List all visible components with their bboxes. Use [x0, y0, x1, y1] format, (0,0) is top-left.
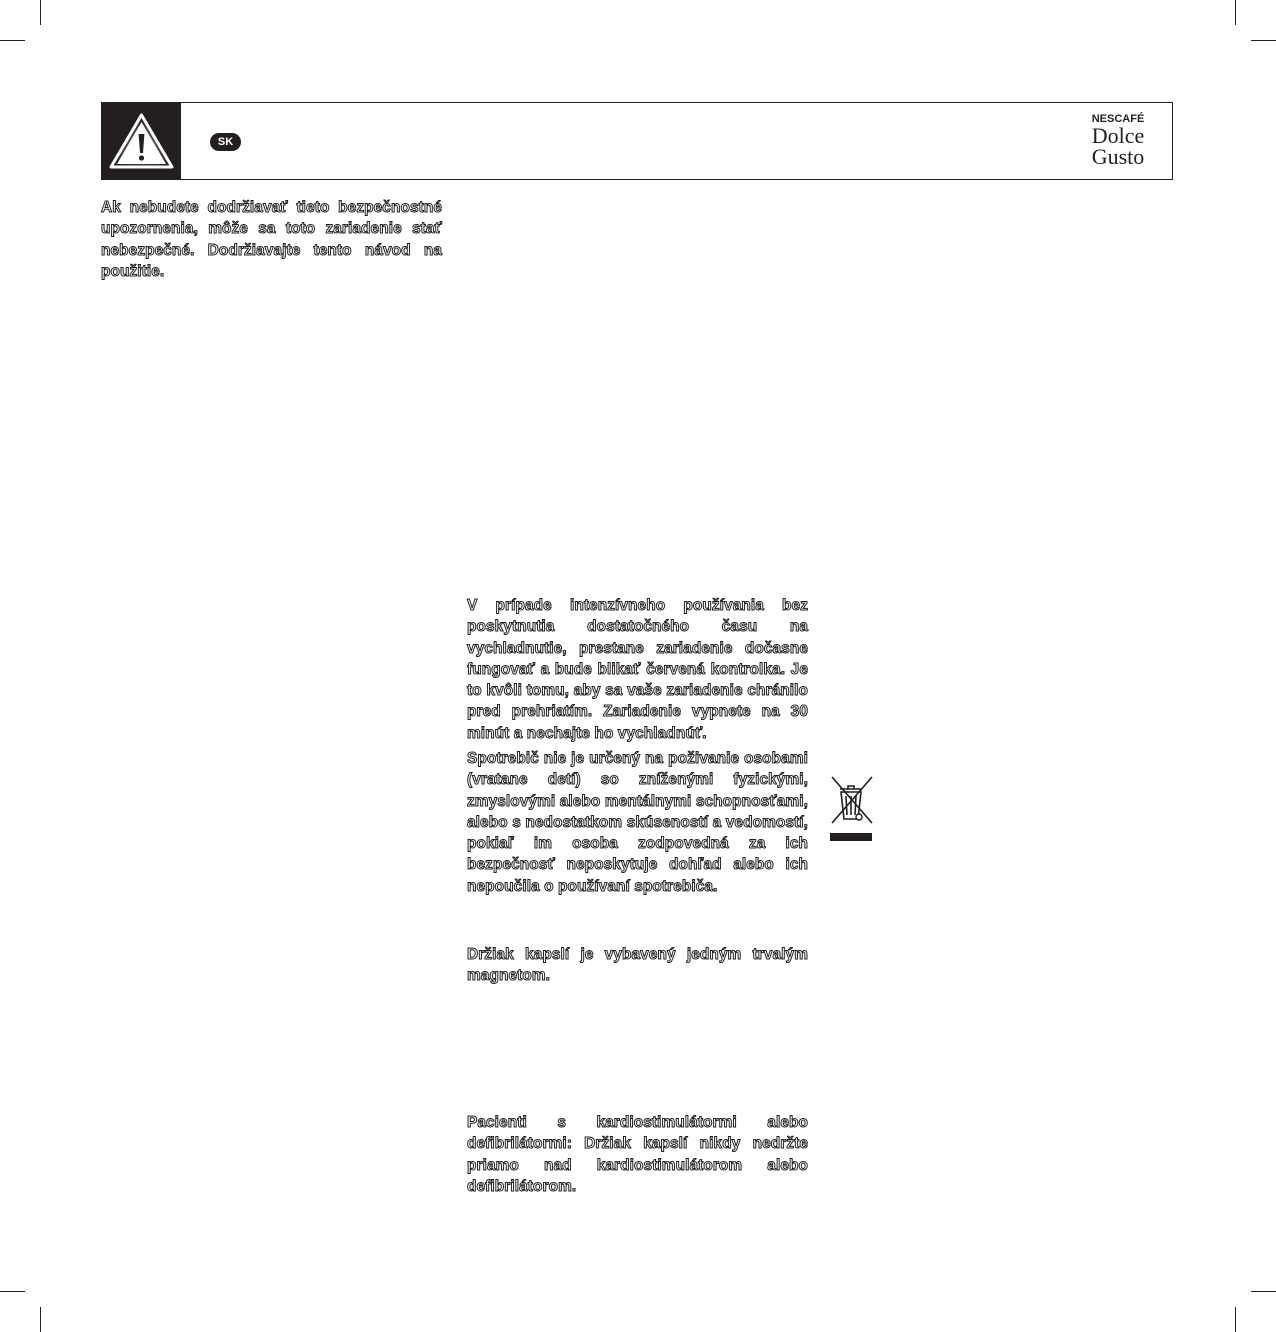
crop-mark: [0, 1291, 25, 1292]
crop-mark: [1251, 40, 1276, 41]
crop-mark: [1235, 1307, 1236, 1332]
overheat-notice-text: V prípade intenzívneho používania bez poskytnutia dostatočného času na vychladnutie, prestane zariadenie dočasne fungovať a bude blikať červená kontrolka. Je to kvôli tomu, aby sa vaše zariadenie chránilo pred prehriatím. Zariadenie vypnete na 30 minút a nechajte ho vychladnúť.: [467, 597, 808, 742]
crop-mark: [0, 40, 25, 41]
logo-line-1: Dolce: [1091, 123, 1145, 148]
warning-triangle-icon: [108, 112, 175, 170]
intro-warning-text: Ak nebudete dodržiavať tieto bezpečnostné upozornenia, môže sa toto zariadenie stať nebezpečné. Dodržiavajte tento návod na použitie.: [101, 199, 442, 280]
logo-brand: NESCAFÉ: [1091, 113, 1145, 125]
nescafe-dolce-gusto-logo: [1082, 113, 1154, 171]
crop-mark: [40, 0, 41, 25]
logo-line-2: Gusto: [1091, 144, 1145, 169]
crop-mark: [40, 1307, 41, 1332]
crop-mark: [1251, 1291, 1276, 1292]
language-badge: SK: [210, 133, 241, 151]
pacemaker-notice-text: Pacienti s kardiostimulátormi alebo defibrilátormi: Držiak kapslí nikdy nedržte priamo nad kardiostimulátorom alebo defibrilátorom.: [467, 1114, 808, 1195]
magnet-notice-text: Držiak kapslí je vybavený jedným trvalým magnetom.: [467, 946, 808, 985]
crossed-out-wheelie-bin-icon: [826, 775, 876, 845]
crop-mark: [1235, 0, 1236, 25]
header-bar: [101, 102, 1173, 180]
persons-capability-text: Spotrebič nie je určený na poživanie osobami (vratane detí) so zníženými fyzickými, zmyslovými alebo mentálnymi schopnosťami, alebo s nedostatkom skúseností a vedomostí, pokiaľ im osoba zodpovedná za ich bezpečnosť neposkytuje dohľad alebo ich nepoučila o používaní spotrebiča.: [467, 750, 808, 895]
warning-panel: [102, 103, 181, 179]
